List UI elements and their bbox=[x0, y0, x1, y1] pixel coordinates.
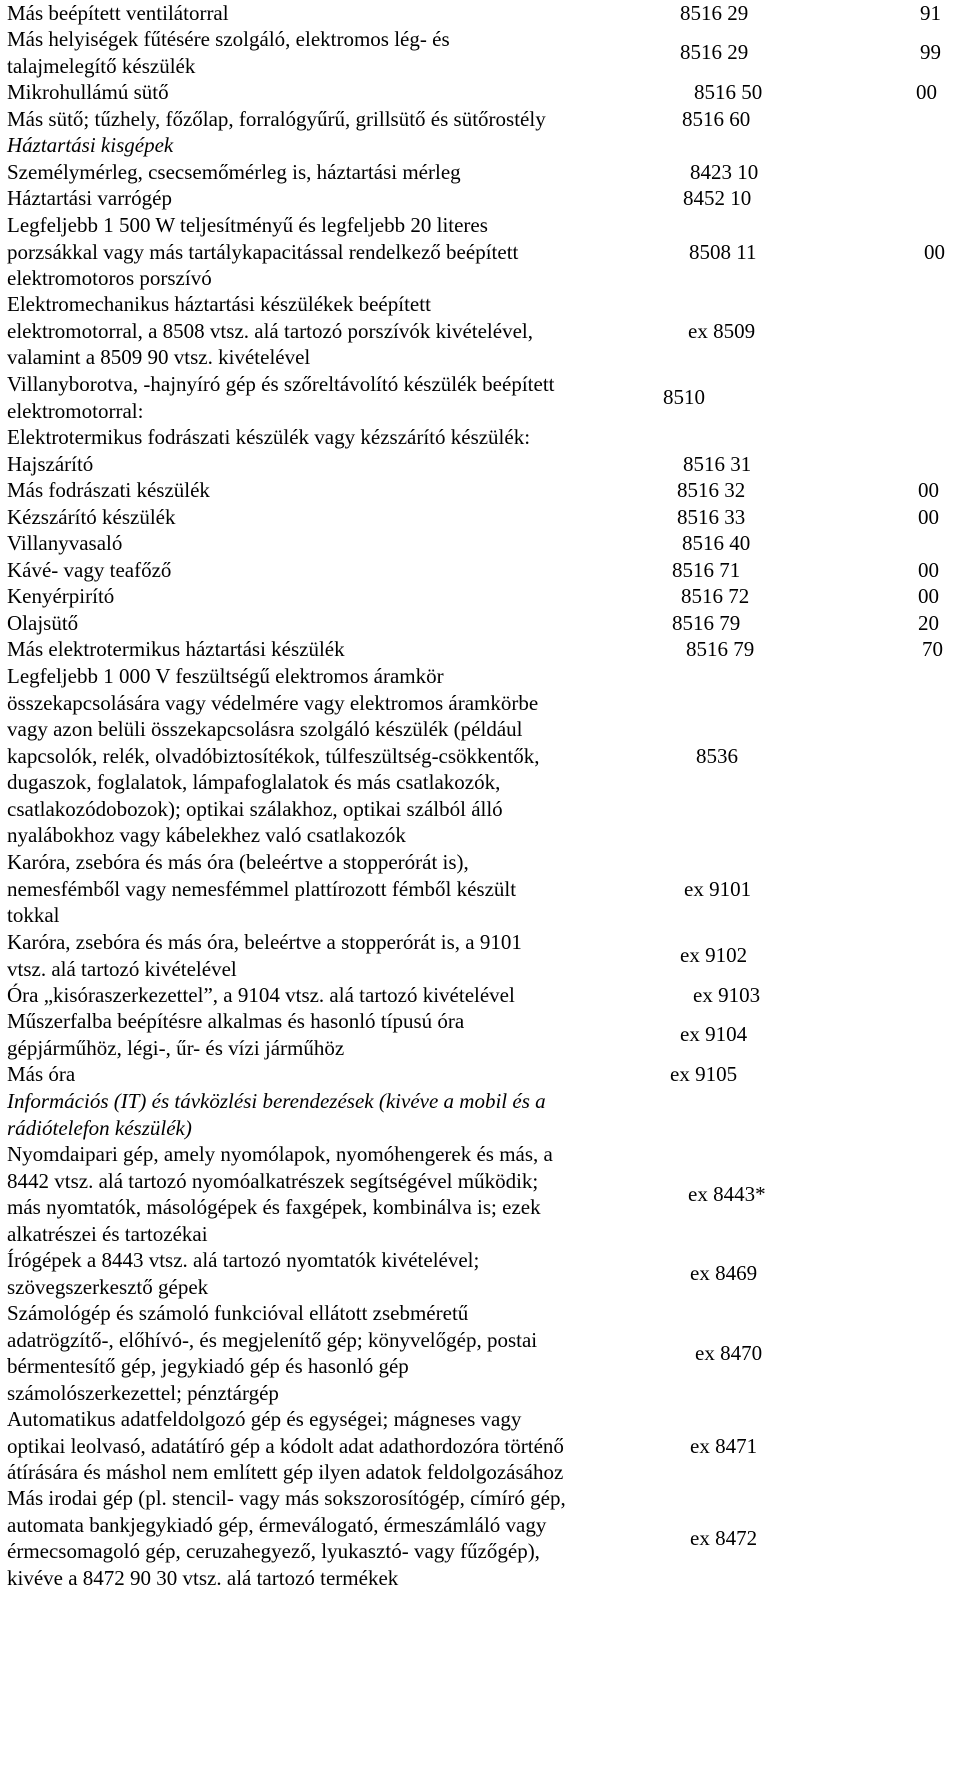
description-line: Más fodrászati készülék bbox=[7, 478, 210, 502]
description-line: gépjárműhöz, légi-, űr- és vízi járműhöz bbox=[7, 1035, 345, 1060]
table-row bbox=[0, 1008, 960, 1061]
table-row bbox=[0, 1141, 960, 1247]
table-row bbox=[0, 1485, 960, 1591]
description-line: porzsákkal vagy más tartálykapacitással rendelkező beépített bbox=[7, 239, 519, 264]
sub-code: 91 bbox=[920, 1, 941, 25]
tariff-code: 8516 79 bbox=[672, 611, 741, 635]
description-line: Háztartási kisgépek bbox=[7, 133, 174, 157]
product-description bbox=[7, 0, 229, 27]
description-line: Elektromechanikus háztartási készülékek beépített bbox=[7, 292, 431, 316]
section-heading bbox=[7, 1088, 546, 1141]
product-description bbox=[7, 291, 533, 371]
product-description bbox=[7, 212, 518, 292]
tariff-code: 8516 50 bbox=[694, 80, 763, 104]
product-description bbox=[7, 1406, 564, 1486]
description-line: Más óra bbox=[7, 1062, 76, 1086]
description-line: szövegszerkesztő gépek bbox=[7, 1274, 209, 1299]
table-row bbox=[0, 1406, 960, 1486]
product-description bbox=[7, 424, 530, 451]
description-line: bérmentesítő gép, jegykiadó gép és hasonló gép bbox=[7, 1354, 409, 1378]
tariff-code: ex 8443* bbox=[688, 1181, 766, 1206]
tariff-code: ex 8471 bbox=[690, 1433, 758, 1458]
product-description bbox=[7, 636, 345, 663]
tariff-code: 8510 bbox=[663, 385, 705, 410]
description-line: talajmelegítő készülék bbox=[7, 53, 196, 78]
description-line: Kávé- vagy teafőző bbox=[7, 558, 172, 582]
tariff-code: ex 9104 bbox=[680, 1022, 748, 1047]
table-row bbox=[0, 849, 960, 929]
table-row bbox=[0, 291, 960, 371]
tariff-code: 8536 bbox=[696, 743, 738, 768]
table-row bbox=[0, 1247, 960, 1300]
description-line: Kézszárító készülék bbox=[7, 505, 176, 529]
description-line: Háztartási varrógép bbox=[7, 186, 172, 210]
description-line: Legfeljebb 1 500 W teljesítményű és legfeljebb 20 literes bbox=[7, 213, 488, 237]
description-line: optikai leolvasó, adatátíró gép a kódolt adat adathordozóra történő bbox=[7, 1433, 564, 1458]
product-description bbox=[7, 185, 172, 212]
description-line: más nyomtatók, másológépek és faxgépek, kombinálva is; ezek bbox=[7, 1195, 541, 1219]
table-row bbox=[0, 79, 960, 106]
sub-code: 70 bbox=[922, 637, 943, 661]
description-line: számolószerkezettel; pénztárgép bbox=[7, 1380, 279, 1405]
description-line: vtsz. alá tartozó kivételével bbox=[7, 956, 237, 981]
product-description bbox=[7, 451, 93, 478]
section-heading bbox=[7, 132, 173, 159]
description-line: Elektrotermikus fodrászati készülék vagy kézszárító készülék: bbox=[7, 425, 531, 449]
tariff-code: 8516 72 bbox=[681, 584, 750, 608]
table-row bbox=[0, 185, 960, 212]
tariff-code: ex 8472 bbox=[690, 1525, 758, 1550]
table-row bbox=[0, 132, 960, 159]
table-row bbox=[0, 982, 960, 1009]
sub-code: 00 bbox=[924, 239, 945, 264]
table-row bbox=[0, 0, 960, 27]
tariff-code: ex 8469 bbox=[690, 1261, 758, 1286]
description-line: érmecsomagoló gép, ceruzahegyező, lyukasztó- vagy fűzőgép), bbox=[7, 1539, 540, 1563]
tariff-code: 8516 33 bbox=[677, 505, 746, 529]
description-line: Óra „kisóraszerkezettel”, a 9104 vtsz. alá tartozó kivételével bbox=[7, 983, 515, 1007]
table-row bbox=[0, 371, 960, 424]
description-line: tokkal bbox=[7, 903, 60, 927]
table-row bbox=[0, 1061, 960, 1088]
tariff-code: 8516 29 bbox=[680, 1, 749, 25]
table-row bbox=[0, 929, 960, 982]
description-line: Műszerfalba beépítésre alkalmas és hasonló típusú óra bbox=[7, 1009, 465, 1033]
tariff-code: 8423 10 bbox=[690, 160, 759, 184]
product-description bbox=[7, 1485, 566, 1591]
description-line: Kenyérpirító bbox=[7, 584, 115, 608]
product-description bbox=[7, 1061, 75, 1088]
table-row bbox=[0, 159, 960, 186]
sub-code: 99 bbox=[920, 40, 941, 65]
table-row bbox=[0, 610, 960, 637]
tariff-code: 8516 32 bbox=[677, 478, 746, 502]
tariff-code: 8452 10 bbox=[683, 186, 752, 210]
description-line: nemesfémből vagy nemesfémmel plattírozott fémből készült bbox=[7, 876, 517, 901]
table-row bbox=[0, 212, 960, 292]
tariff-code: 8516 71 bbox=[672, 558, 741, 582]
table-row bbox=[0, 451, 960, 478]
sub-code: 00 bbox=[916, 80, 937, 104]
tariff-code: ex 9103 bbox=[693, 983, 761, 1007]
product-description bbox=[7, 583, 114, 610]
description-line: rádiótelefon készülék) bbox=[7, 1115, 192, 1140]
description-line: dugaszok, foglalatok, lámpafoglalatok és más csatlakozók, bbox=[7, 770, 501, 794]
table-row bbox=[0, 1300, 960, 1406]
description-line: Más irodai gép (pl. stencil- vagy más sokszorosítógép, címíró gép, bbox=[7, 1486, 566, 1510]
description-line: elektromotorral, a 8508 vtsz. alá tartozó porszívók kivételével, bbox=[7, 318, 533, 343]
product-description bbox=[7, 663, 539, 849]
description-line: Személymérleg, csecsemőmérleg is, háztartási mérleg bbox=[7, 160, 461, 184]
tariff-code: 8516 79 bbox=[686, 637, 755, 661]
description-line: Legfeljebb 1 000 V feszültségű elektromos áramkör bbox=[7, 664, 444, 688]
description-line: Számológép és számoló funkcióval ellátott zsebméretű bbox=[7, 1301, 469, 1325]
tariff-code: ex 9101 bbox=[684, 876, 752, 901]
description-line: vagy azon belüli összekapcsolásra szolgáló készülék (például bbox=[7, 717, 523, 741]
table-row bbox=[0, 1088, 960, 1141]
description-line: Villanyborotva, -hajnyíró gép és szőreltávolító készülék beépített bbox=[7, 372, 555, 396]
tariff-code: ex 8509 bbox=[688, 318, 756, 343]
product-description bbox=[7, 929, 522, 982]
description-line: alkatrészei és tartozékai bbox=[7, 1221, 208, 1246]
product-description bbox=[7, 477, 210, 504]
description-line: Mikrohullámú sütő bbox=[7, 80, 169, 104]
tariff-code: 8516 40 bbox=[682, 531, 751, 555]
description-line: adatrögzítő-, előhívó-, és megjelenítő gép; könyvelőgép, postai bbox=[7, 1327, 538, 1352]
description-line: Más beépített ventilátorral bbox=[7, 1, 229, 25]
product-description bbox=[7, 1247, 479, 1300]
sub-code: 00 bbox=[918, 584, 939, 608]
description-line: Információs (IT) és távközlési berendezések (kivéve a mobil és a bbox=[7, 1089, 546, 1113]
tariff-code: ex 9105 bbox=[670, 1062, 738, 1086]
description-line: kapcsolók, relék, olvadóbiztosítékok, túlfeszültség-csökkentők, bbox=[7, 743, 540, 768]
table-row bbox=[0, 663, 960, 849]
product-description bbox=[7, 79, 169, 106]
description-line: Más sütő; tűzhely, főzőlap, forralógyűrű, grillsütő és sütőrostély bbox=[7, 107, 546, 131]
product-description bbox=[7, 159, 461, 186]
product-description bbox=[7, 26, 450, 79]
description-line: Hajszárító bbox=[7, 452, 94, 476]
product-description bbox=[7, 557, 171, 584]
description-line: valamint a 8509 90 vtsz. kivételével bbox=[7, 345, 311, 369]
product-description bbox=[7, 106, 546, 133]
tariff-code: 8516 29 bbox=[680, 40, 749, 65]
table-row bbox=[0, 504, 960, 531]
product-description bbox=[7, 1008, 464, 1061]
description-line: elektromotoros porszívó bbox=[7, 266, 212, 290]
sub-code: 00 bbox=[918, 478, 939, 502]
product-description bbox=[7, 371, 555, 424]
product-description bbox=[7, 610, 78, 637]
product-description bbox=[7, 1141, 553, 1247]
description-line: Más helyiségek fűtésére szolgáló, elektromos lég- és bbox=[7, 27, 450, 51]
description-line: Karóra, zsebóra és más óra (beleértve a stopperórát is), bbox=[7, 850, 469, 874]
tariff-code: 8508 11 bbox=[689, 239, 757, 264]
description-line: Villanyvasaló bbox=[7, 531, 123, 555]
description-line: Más elektrotermikus háztartási készülék bbox=[7, 637, 345, 661]
description-line: Nyomdaipari gép, amely nyomólapok, nyomóhengerek és más, a bbox=[7, 1142, 553, 1166]
description-line: elektromotorral: bbox=[7, 398, 144, 423]
table-row bbox=[0, 636, 960, 663]
product-description bbox=[7, 1300, 537, 1406]
tariff-code: 8516 31 bbox=[683, 452, 752, 476]
product-description bbox=[7, 530, 122, 557]
sub-code: 00 bbox=[918, 558, 939, 582]
description-line: átírására és máshol nem említett gép ilyen adatok feldolgozásához bbox=[7, 1460, 564, 1484]
tariff-code: 8516 60 bbox=[682, 107, 751, 131]
description-line: 8442 vtsz. alá tartozó nyomóalkatrészek segítségével működik; bbox=[7, 1168, 539, 1193]
product-description bbox=[7, 982, 515, 1009]
sub-code: 20 bbox=[918, 611, 939, 635]
description-line: Karóra, zsebóra és más óra, beleértve a stopperórát is, a 9101 bbox=[7, 930, 522, 954]
description-line: Olajsütő bbox=[7, 611, 79, 635]
tariff-code: ex 8470 bbox=[695, 1340, 763, 1365]
description-line: automata bankjegykiadó gép, érmeválogató, érmeszámláló vagy bbox=[7, 1512, 547, 1537]
table-row bbox=[0, 530, 960, 557]
description-line: csatlakozódobozok); optikai szálakhoz, optikai szálból álló bbox=[7, 796, 503, 821]
table-row bbox=[0, 583, 960, 610]
table-row bbox=[0, 424, 960, 451]
description-line: Írógépek a 8443 vtsz. alá tartozó nyomtatók kivételével; bbox=[7, 1248, 480, 1272]
table-row bbox=[0, 26, 960, 79]
description-line: kivéve a 8472 90 30 vtsz. alá tartozó termékek bbox=[7, 1565, 399, 1590]
description-line: nyalábokhoz vagy kábelekhez való csatlakozók bbox=[7, 823, 406, 847]
table-row bbox=[0, 477, 960, 504]
description-line: összekapcsolására vagy védelmére vagy elektromos áramkörbe bbox=[7, 690, 539, 715]
product-description bbox=[7, 504, 176, 531]
description-line: Automatikus adatfeldolgozó gép és egységei; mágneses vagy bbox=[7, 1407, 522, 1431]
sub-code: 00 bbox=[918, 505, 939, 529]
product-description bbox=[7, 849, 516, 929]
table-row bbox=[0, 557, 960, 584]
tariff-code: ex 9102 bbox=[680, 943, 748, 968]
table-row bbox=[0, 106, 960, 133]
